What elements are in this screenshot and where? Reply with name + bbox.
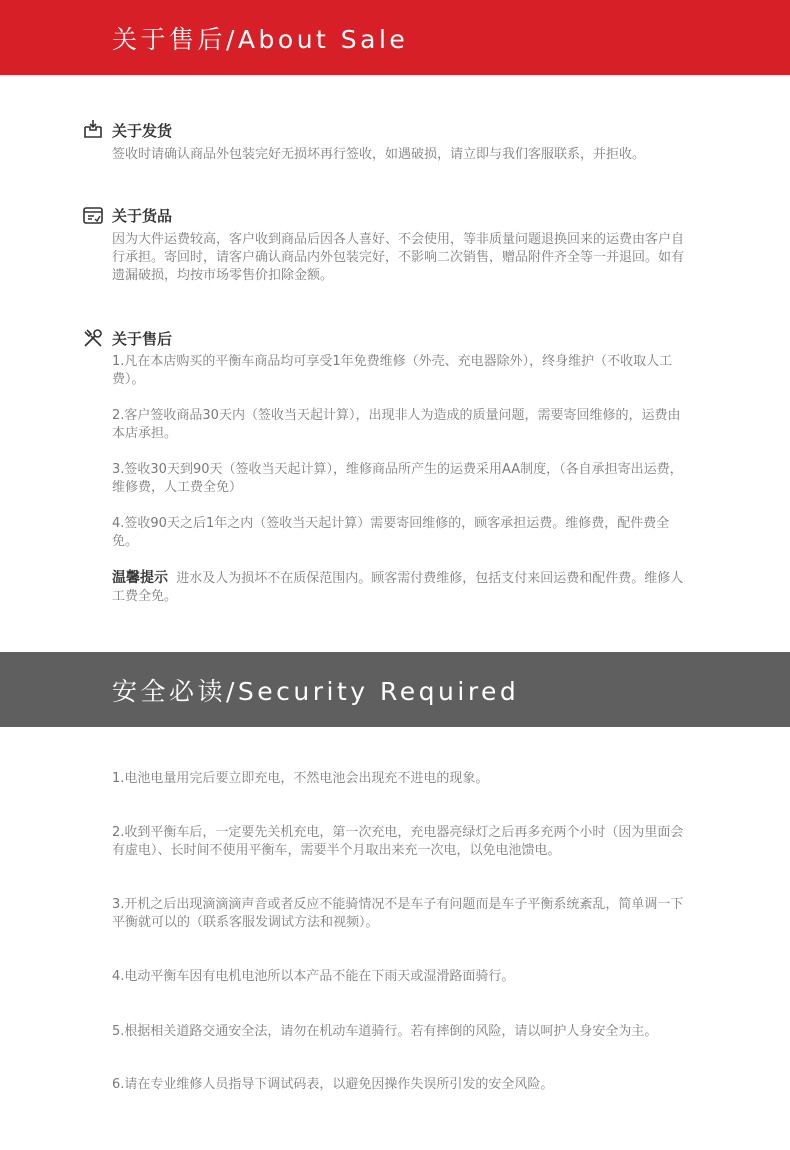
about-sale-banner — [0, 0, 790, 75]
after-sale-item-1: 1.凡在本店购买的平衡车商品均可享受1年免费维修（外壳、充电器除外），终身维护（不收取人工费）。 — [112, 354, 673, 387]
security-banner — [0, 652, 790, 727]
shipping-text: 签收时请确认商品外包装完好无损坏再行签收，如遇破损，请立即与我们客服联系，并拒收。 — [112, 147, 646, 162]
security-item-6: 6.请在专业维修人员指导下调试码表，以避免因操作失误所引发的安全风险。 — [112, 1077, 554, 1092]
tools-icon — [82, 327, 104, 349]
shipping-heading: 关于发货 — [112, 122, 173, 140]
security-item-4: 4.电动平衡车因有电机电池所以本产品不能在下雨天或湿滑路面骑行。 — [112, 969, 515, 984]
after-sale-heading: 关于售后 — [112, 330, 173, 348]
after-sale-item-3: 3.签收30天到90天（签收当天起计算），维修商品所产生的运费采用AA制度，（各自承担寄出运费，维修费，人工费全免） — [112, 462, 683, 495]
after-sale-item-4: 4.签收90天之后1年之内（签收当天起计算）需要寄回维修的，顾客承担运费。维修费，配件费全免。 — [112, 516, 670, 549]
security-item-3: 3.开机之后出现滴滴滴声音或者反应不能骑情况不是车子有问题而是车子平衡系统紊乱，简单调一下平衡就可以的（联系客服发调试方法和视频）。 — [112, 897, 684, 930]
security-title: 安全必读/Security Required — [112, 676, 520, 706]
warm-tip-text: 进水及人为损坏不在质保范围内。顾客需付费维修，包括支付来回运费和配件费。维修人工费全免。 — [112, 571, 684, 604]
box-check-icon — [82, 204, 104, 226]
security-item-2: 2.收到平衡车后，一定要先关机充电，第一次充电，充电器亮绿灯之后再多充两个小时（因为里面会有虚电）、长时间不使用平衡车，需要半个月取出来充一次电，以免电池馈电。 — [112, 825, 684, 858]
goods-heading: 关于货品 — [112, 207, 173, 225]
warm-tip-label: 温馨提示 — [112, 570, 168, 586]
goods-text: 因为大件运费较高，客户收到商品后因各人喜好、不会使用，等非质量问题退换回来的运费由客户自行承担。寄回时，请客户确认商品内外包装完好，不影响二次销售，赠品附件齐全等一并退回。如有遗漏破损，均按市场零售价扣除金额。 — [112, 232, 685, 283]
warm-tip — [112, 569, 692, 606]
security-item-5: 5.根据相关道路交通安全法，请勿在机动车道骑行。若有摔倒的风险，请以呵护人身安全为主。 — [112, 1024, 658, 1039]
security-item-1: 1.电池电量用完后要立即充电，不然电池会出现充不进电的现象。 — [112, 771, 489, 786]
after-sale-item-2: 2.客户签收商品30天内（签收当天起计算），出现非人为造成的质量问题，需要寄回维修的，运费由本店承担。 — [112, 408, 681, 441]
about-sale-title: 关于售后/About Sale — [112, 24, 409, 54]
package-icon — [82, 118, 104, 140]
